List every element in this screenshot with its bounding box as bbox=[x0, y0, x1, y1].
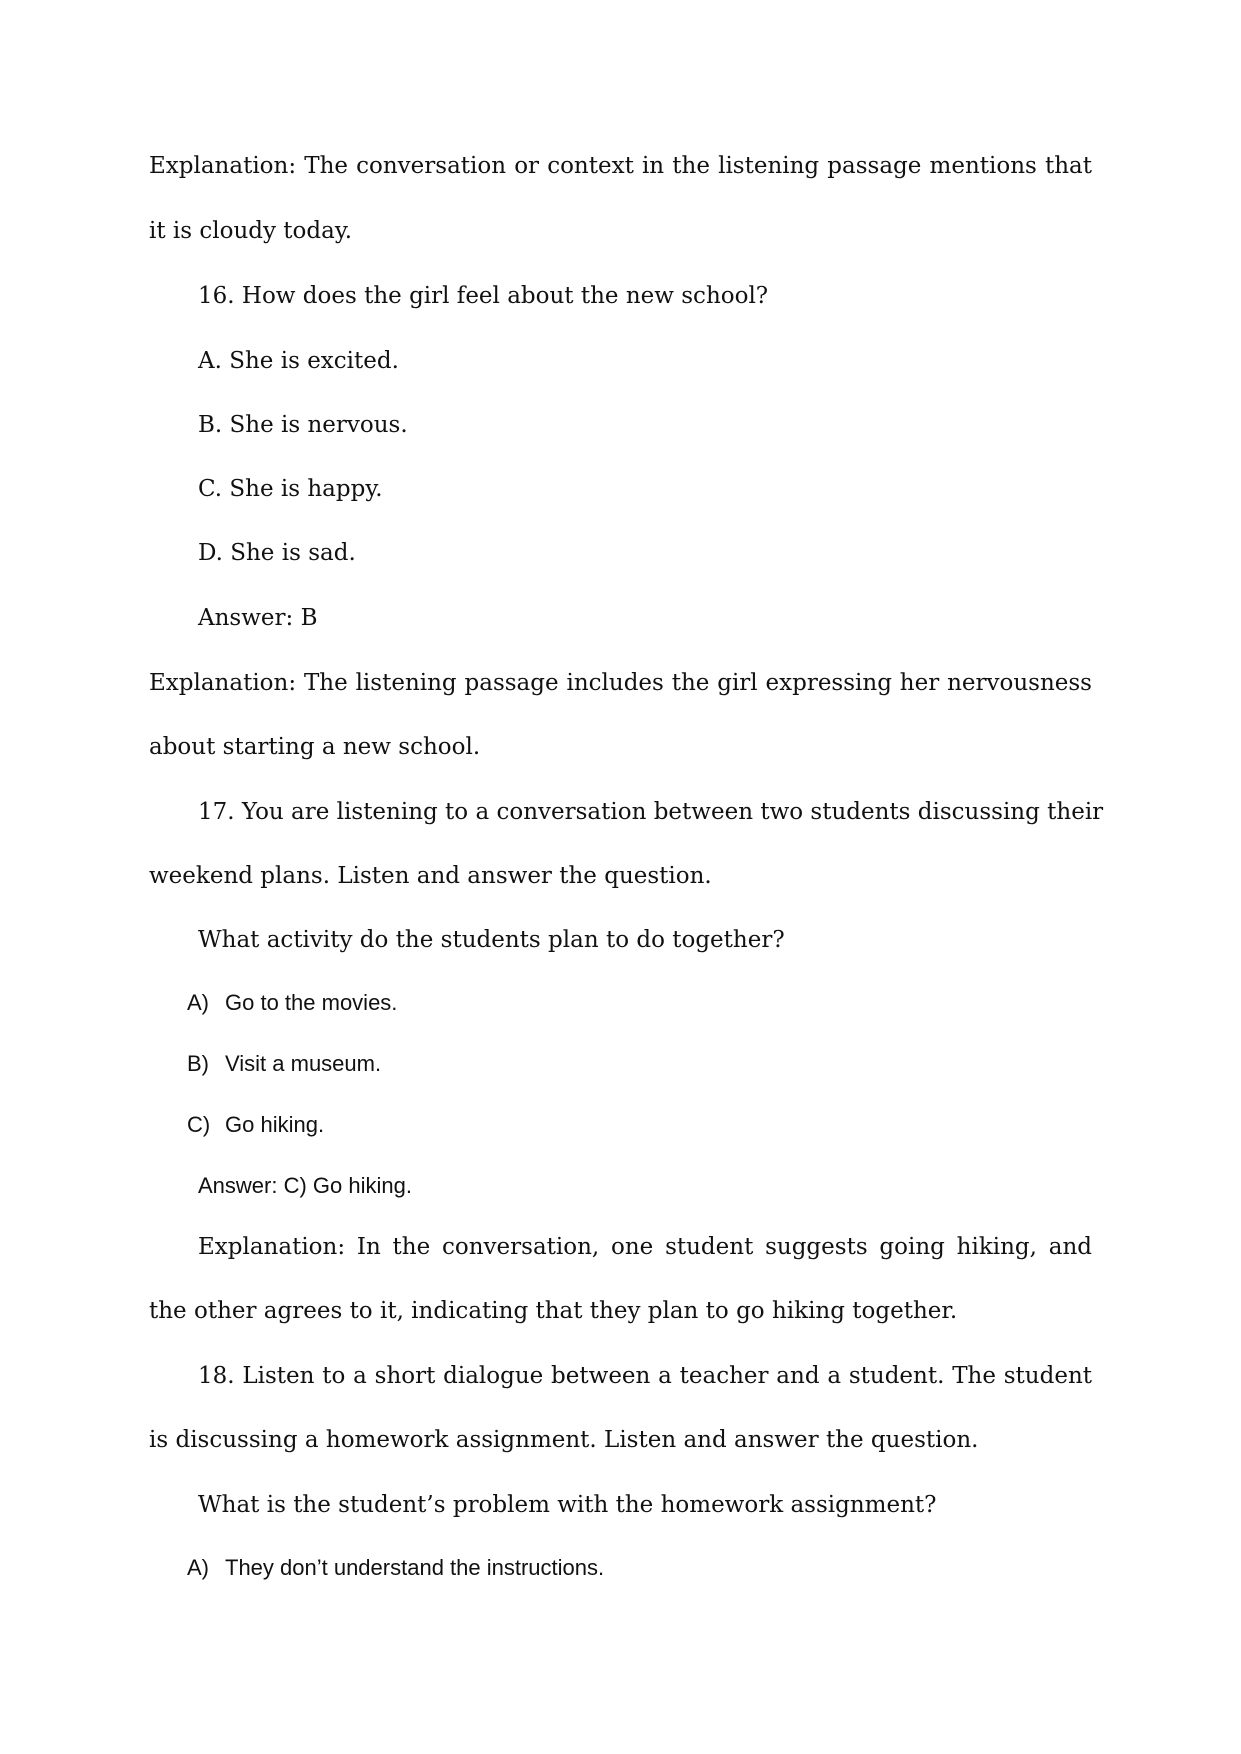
question-18-line-1: 18. Listen to a short dialogue between a teacher and a student. The student bbox=[198, 1363, 1092, 1389]
option-text: Go to the movies. bbox=[225, 990, 398, 1015]
option-letter: B) bbox=[187, 1051, 209, 1076]
question-17-line-1: 17. You are listening to a conversation between two students discussing their bbox=[198, 799, 1104, 825]
question-16-option-c: C. She is happy. bbox=[198, 476, 383, 502]
question-16-option-d: D. She is sad. bbox=[198, 540, 356, 566]
explanation-17-line-2: the other agrees to it, indicating that they plan to go hiking together. bbox=[149, 1298, 958, 1324]
question-17-option-c bbox=[187, 1110, 324, 1140]
option-text: Go hiking. bbox=[225, 1112, 325, 1137]
option-letter: A) bbox=[187, 1555, 209, 1580]
question-16-answer: Answer: B bbox=[198, 605, 318, 631]
option-text: They don’t understand the instructions. bbox=[225, 1555, 605, 1580]
explanation-15-line-1: Explanation: The conversation or context in the listening passage mentions that bbox=[149, 153, 1092, 179]
explanation-15-line-2: it is cloudy today. bbox=[149, 218, 353, 244]
option-letter: A) bbox=[187, 990, 209, 1015]
question-18-option-a bbox=[187, 1553, 604, 1583]
question-17-answer: Answer: C) Go hiking. bbox=[198, 1173, 412, 1198]
question-18-prompt: What is the student’s problem with the homework assignment? bbox=[198, 1492, 937, 1518]
question-16: 16. How does the girl feel about the new school? bbox=[198, 283, 769, 309]
question-16-option-b: B. She is nervous. bbox=[198, 412, 408, 438]
question-16-option-a: A. She is excited. bbox=[198, 348, 399, 374]
question-17-line-2: weekend plans. Listen and answer the question. bbox=[149, 863, 712, 889]
option-text: Visit a museum. bbox=[225, 1051, 382, 1076]
question-18-line-2: is discussing a homework assignment. Listen and answer the question. bbox=[149, 1427, 979, 1453]
option-letter: C) bbox=[187, 1112, 211, 1137]
question-17-option-b bbox=[187, 1049, 381, 1079]
explanation-16-line-2: about starting a new school. bbox=[149, 734, 481, 760]
question-17-prompt: What activity do the students plan to do together? bbox=[198, 927, 785, 953]
explanation-16-line-1: Explanation: The listening passage includes the girl expressing her nervousness bbox=[149, 670, 1092, 696]
question-17-option-a bbox=[187, 988, 397, 1018]
explanation-17-line-1: Explanation: In the conversation, one student suggests going hiking, and bbox=[198, 1234, 1092, 1260]
